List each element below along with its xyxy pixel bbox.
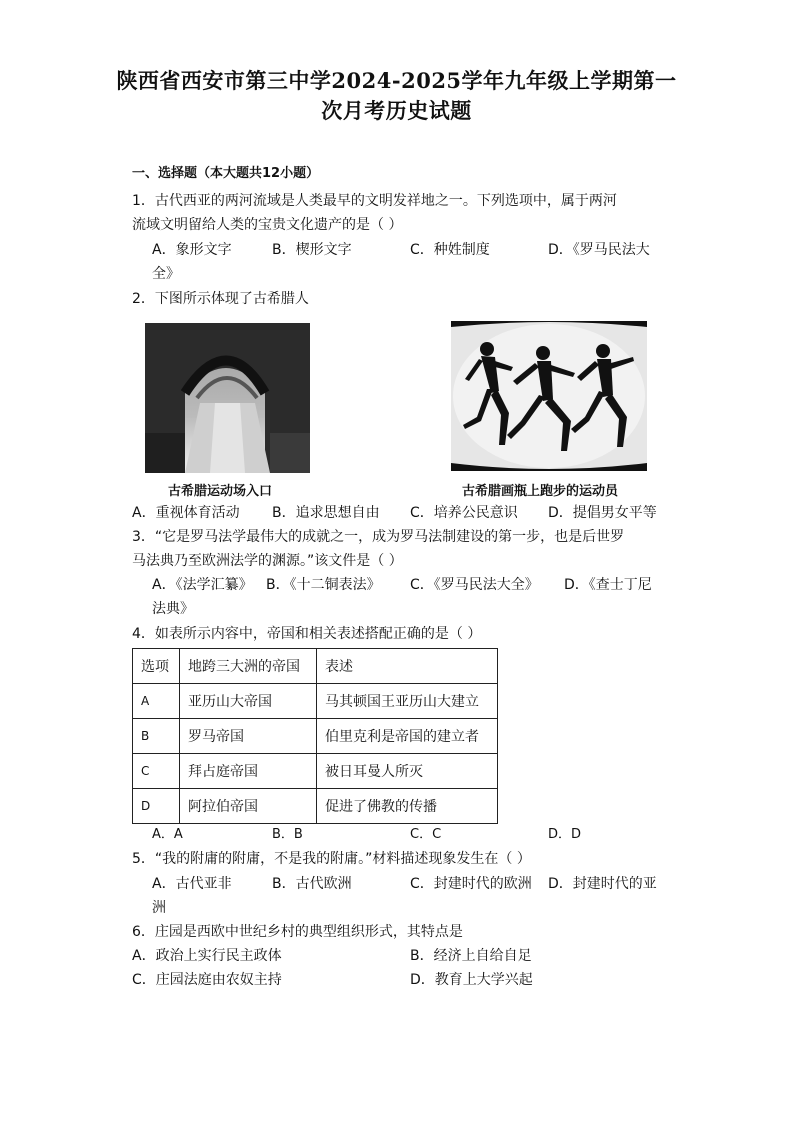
table-header-cell: 选项 bbox=[133, 649, 180, 684]
section-heading: 一、选择题（本大题共12小题） bbox=[132, 166, 320, 181]
table-row bbox=[133, 754, 498, 789]
q6-option-c: C．庄园法庭由农奴主持 bbox=[132, 972, 282, 988]
q6-option-a: A．政治上实行民主政体 bbox=[132, 948, 282, 964]
q6-option-d: D．教育上大学兴起 bbox=[410, 972, 533, 988]
q3-option-a: A．《法学汇纂》 bbox=[152, 577, 253, 593]
q2-option-a: A．重视体育活动 bbox=[132, 505, 240, 521]
table-cell: 被日耳曼人所灭 bbox=[317, 754, 498, 789]
table-cell: 阿拉伯帝国 bbox=[180, 789, 317, 824]
q5-option-d-continued: 洲 bbox=[152, 900, 166, 916]
q1-option-b: B．楔形文字 bbox=[272, 242, 352, 258]
table-cell: A bbox=[133, 684, 180, 719]
q6-option-b: B．经济上自给自足 bbox=[410, 948, 532, 964]
table-cell: B bbox=[133, 719, 180, 754]
q1-stem-line-1: 1．古代西亚的两河流域是人类最早的文明发祥地之一。下列选项中，属于两河 bbox=[132, 193, 617, 209]
stadium-arch-image bbox=[145, 323, 310, 473]
exam-title bbox=[100, 66, 693, 126]
vase-caption: 古希腊画瓶上跑步的运动员 bbox=[462, 484, 619, 499]
title-line-2: 次月考历史试题 bbox=[321, 98, 472, 123]
q5-option-a: A．古代亚非 bbox=[152, 876, 232, 892]
q2-stem: 2．下图所示体现了古希腊人 bbox=[132, 291, 309, 307]
table-cell: D bbox=[133, 789, 180, 824]
table-row bbox=[133, 684, 498, 719]
q4-option-c: C．C bbox=[410, 827, 442, 842]
q1-option-d: D．《罗马民法大 bbox=[548, 242, 650, 258]
q2-option-c: C．培养公民意识 bbox=[410, 505, 518, 521]
table-cell: C bbox=[133, 754, 180, 789]
table-header-cell: 表述 bbox=[317, 649, 498, 684]
table-cell: 马其顿国王亚历山大建立 bbox=[317, 684, 498, 719]
table-cell: 亚历山大帝国 bbox=[180, 684, 317, 719]
q3-stem-line-2: 马法典乃至欧洲法学的渊源。”该文件是（ ） bbox=[132, 553, 403, 569]
q1-option-c: C．种姓制度 bbox=[410, 242, 490, 258]
empire-table bbox=[132, 648, 498, 824]
q4-option-a: A．A bbox=[152, 827, 183, 842]
q6-stem: 6．庄园是西欧中世纪乡村的典型组织形式，其特点是 bbox=[132, 924, 463, 940]
q3-option-c: C．《罗马民法大全》 bbox=[410, 577, 539, 593]
table-header-cell: 地跨三大洲的帝国 bbox=[180, 649, 317, 684]
table-cell: 促进了佛教的传播 bbox=[317, 789, 498, 824]
table-row bbox=[133, 789, 498, 824]
q4-option-d: D．D bbox=[548, 827, 582, 842]
q4-option-b: B．B bbox=[272, 827, 303, 842]
table-cell: 拜占庭帝国 bbox=[180, 754, 317, 789]
q2-option-d: D．提倡男女平等 bbox=[548, 505, 657, 521]
q5-stem: 5．“我的附庸的附庸，不是我的附庸。”材料描述现象发生在（ ） bbox=[132, 851, 531, 867]
q3-option-b: B．《十二铜表法》 bbox=[266, 577, 381, 593]
q4-stem: 4．如表所示内容中，帝国和相关表述搭配正确的是（ ） bbox=[132, 626, 482, 642]
q3-option-d: D．《查士丁尼 bbox=[564, 577, 652, 593]
stadium-caption: 古希腊运动场入口 bbox=[168, 484, 273, 499]
q5-option-b: B．古代欧洲 bbox=[272, 876, 352, 892]
q3-option-d-continued: 法典》 bbox=[152, 601, 194, 617]
table-cell: 罗马帝国 bbox=[180, 719, 317, 754]
greek-vase-painting bbox=[451, 321, 647, 471]
table-row bbox=[133, 719, 498, 754]
q1-stem-line-2: 流域文明留给人类的宝贵文化遗产的是（ ） bbox=[132, 217, 403, 233]
q1-option-a: A．象形文字 bbox=[152, 242, 232, 258]
title-line-1: 陕西省西安市第三中学2024-2025学年九年级上学期第一 bbox=[116, 68, 677, 93]
table-cell: 伯里克利是帝国的建立者 bbox=[317, 719, 498, 754]
q5-option-c: C．封建时代的欧洲 bbox=[410, 876, 532, 892]
q1-option-d-continued: 全》 bbox=[152, 266, 180, 282]
q3-stem-line-1: 3．“它是罗马法学最伟大的成就之一，成为罗马法制建设的第一步，也是后世罗 bbox=[132, 529, 625, 545]
stadium-entrance-photo bbox=[145, 323, 310, 473]
table-header-row bbox=[133, 649, 498, 684]
running-athletes-image bbox=[451, 321, 647, 471]
q5-option-d: D．封建时代的亚 bbox=[548, 876, 657, 892]
q2-option-b: B．追求思想自由 bbox=[272, 505, 380, 521]
